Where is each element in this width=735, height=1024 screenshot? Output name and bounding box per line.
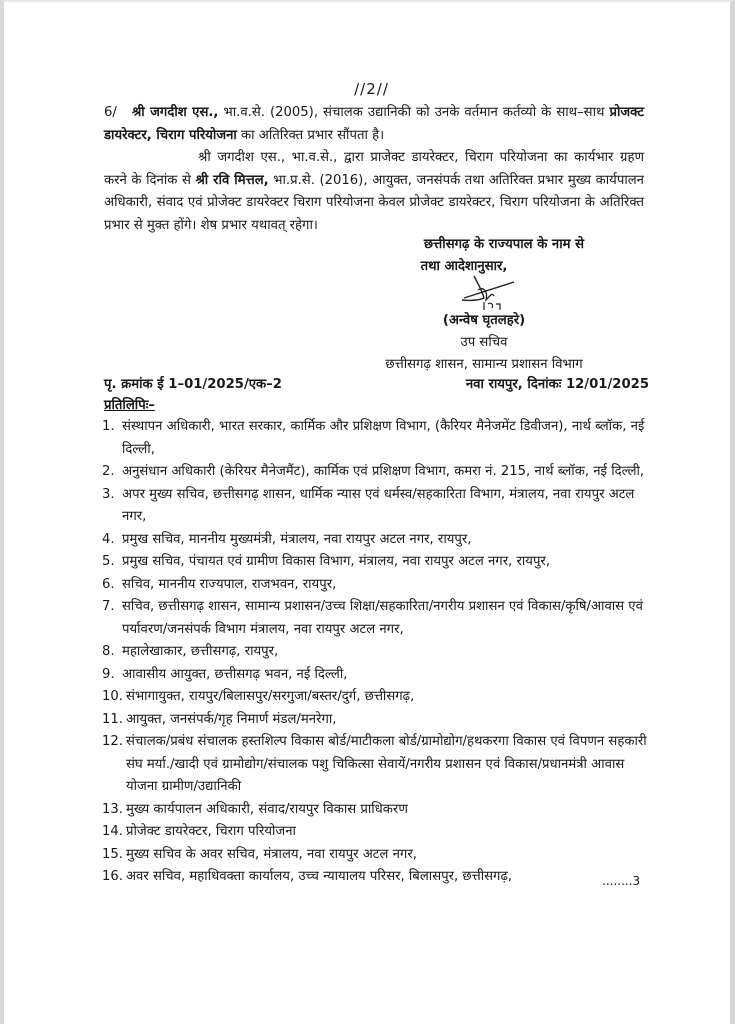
list-item <box>102 709 647 732</box>
list-item <box>102 574 647 597</box>
item-text: सचिव, छत्तीसगढ़ शासन, सामान्य प्रशासन/उच्च शिक्षा/सहकारिता/नगरीय प्रशासन एवं विकास/कृषि/आवास एवं पर्यावरण/जनसंपर्क विभाग मंत्रालय, नवा रायपुर अटल नगर, <box>122 599 643 637</box>
item-number: 4. <box>102 531 115 547</box>
item-text: सचिव, माननीय राज्यपाल, राजभवन, रायपुर, <box>122 576 337 592</box>
signer-title: उप सचिव <box>460 335 508 350</box>
authority-line-2: तथा आदेशानुसार, <box>420 259 508 274</box>
list-item <box>102 529 647 552</box>
list-item <box>102 686 647 709</box>
item-number: 6. <box>102 576 115 592</box>
endorsement-row <box>104 374 649 396</box>
item-number: 13. <box>102 801 123 817</box>
list-item <box>102 866 647 889</box>
paragraph-text: श्री जगदीश एस., भा.व.से., द्वारा प्राजेक्ट डायरेक्टर, चिराग परियोजना का कार्यभार ग्रहण करने के दिनांक से <box>104 150 644 188</box>
endorsement-place-date: नवा रायपुर, दिनांकः 12/01/2025 <box>465 377 649 392</box>
item-text: अवर सचिव, महाधिवक्ता कार्यालय, उच्च न्यायालय परिसर, बिलासपुर, छत्तीसगढ़, <box>125 869 513 884</box>
list-item <box>102 596 647 641</box>
list-item <box>102 799 647 822</box>
post-name: प्रोजक्ट डायरेक्टर, चिराग परियोजना <box>104 105 645 143</box>
paragraph-text: का अतिरिक्त प्रभार सौंपता है। <box>236 127 385 143</box>
page-number: //2// <box>354 80 389 98</box>
signer-name: (अन्वेष घृतलहरे) <box>442 313 526 328</box>
item-number: 16. <box>102 869 123 884</box>
list-item <box>102 844 647 867</box>
item-number: 8. <box>102 644 115 659</box>
list-item <box>102 664 647 687</box>
item-number: 11. <box>102 711 123 727</box>
item-text: प्रमुख सचिव, पंचायत एवं ग्रामीण विकास विभाग, मंत्रालय, नवा रायपुर अटल नगर, रायपुर, <box>122 554 551 569</box>
authority-line-1: छत्तीसगढ़ के राज्यपाल के नाम से <box>423 237 585 252</box>
item-text: प्रमुख सचिव, माननीय मुख्यमंत्री, मंत्रालय, नवा रायपुर अटल नगर, रायपुर, <box>122 531 472 547</box>
officer-name: श्री रवि मित्तल, <box>195 172 269 188</box>
item-number: 3. <box>102 486 115 502</box>
copy-to-list <box>102 416 647 889</box>
order-paragraph-6 <box>104 102 644 147</box>
item-number: 14. <box>102 824 123 839</box>
relief-paragraph <box>104 147 644 237</box>
item-text: आयुक्त, जनसंपर्क/गृह निमार्ण मंडल/मनरेगा, <box>125 711 337 727</box>
copy-to-label: प्रतिलिपिः– <box>104 398 155 413</box>
item-text: संभागायुक्त, रायपुर/बिलासपुर/सरगुजा/बस्तर/दुर्ग, छत्तीसगढ़, <box>125 689 415 704</box>
item-number: 9. <box>102 666 115 682</box>
item-text: अनुसंधान अधिकारी (केरियर मैनेजमैंट), कार्मिक एवं प्रशिक्षण विभाग, कमरा नं. 215, नार्थ ब्लॉक, नई दिल्ली, <box>122 464 645 479</box>
item-number: 15. <box>102 846 123 862</box>
signer-department: छत्तीसगढ़ शासन, सामान्य प्रशासन विभाग <box>385 357 583 372</box>
item-number: 2. <box>102 464 115 479</box>
item-text: अपर मुख्य सचिव, छत्तीसगढ़ शासन, धार्मिक न्यास एवं धर्मस्व/सहकारिता विभाग, मंत्रालय, नवा रायपुर अटल नगर, <box>122 486 635 524</box>
paragraph-text: भा.प्र.से. (2016), आयुक्त, जनसंपर्क तथा अतिरिक्त प्रभार मुख्य कार्यपालन अधिकारी, संवाद एवं प्रोजेक्ट डायरेक्टर चिराग परियोजना केवल प्रोजेक्ट डायरेक्टर, चिराग परियोजना के अतिरिक्त प्रभार से मुक्त होंगे। शेष प्रभार यथावत् रहेगा। <box>104 172 644 233</box>
list-item <box>102 416 647 461</box>
paragraph-number: 6/ <box>104 105 117 120</box>
list-item <box>102 821 647 844</box>
item-number: 5. <box>102 554 115 569</box>
item-text: मुख्य कार्यपालन अधिकारी, संवाद/रायपुर विकास प्राधिकरण <box>125 801 408 817</box>
continuation-marker: ........3 <box>602 874 641 888</box>
item-number: 10. <box>102 689 123 704</box>
item-number: 1. <box>102 419 115 434</box>
item-text: संचालक/प्रबंध संचालक हस्तशिल्प विकास बोर्ड/माटीकला बोर्ड/ग्रामोद्योग/हथकरगा विकास एवं विपणन सहकारी संघ मर्या./खादी एवं ग्रामोद्योग/संचालक पशु चिकित्सा सेवायें/नगरीय प्रशासन एवं विकास/प्रधानमंत्री आवास योजना ग्रामीण/उद्यानिकी <box>125 734 647 794</box>
list-item <box>102 731 647 799</box>
item-text: महालेखाकार, छत्तीसगढ़, रायपुर, <box>122 644 279 659</box>
officer-name: श्री जगदीश एस., <box>131 105 219 120</box>
list-item <box>102 461 647 484</box>
item-text: मुख्य सचिव के अवर सचिव, मंत्रालय, नवा रायपुर अटल नगर, <box>125 846 417 862</box>
list-item <box>102 641 647 664</box>
item-text: संस्थापन अधिकारी, भारत सरकार, कार्मिक और प्रशिक्षण विभाग, (कैरियर मैनेजमेंट डिवीजन), नार्थ ब्लॉक, नई दिल्ली, <box>122 419 645 457</box>
list-item <box>102 551 647 574</box>
paragraph-text: भा.व.से. (2005), संचालक उद्यानिकी को उनके वर्तमान कर्तव्यो के साथ–साथ <box>218 105 610 120</box>
item-number: 12. <box>102 734 123 749</box>
list-item <box>102 484 647 529</box>
item-number: 7. <box>102 599 115 614</box>
item-text: आवासीय आयुक्त, छत्तीसगढ़ भवन, नई दिल्ली, <box>122 666 348 682</box>
endorsement-number: पृ. क्रमांक ई 1–01/2025/एक–2 <box>104 377 282 392</box>
item-text: प्रोजेक्ट डायरेक्टर, चिराग परियोजना <box>125 824 296 839</box>
